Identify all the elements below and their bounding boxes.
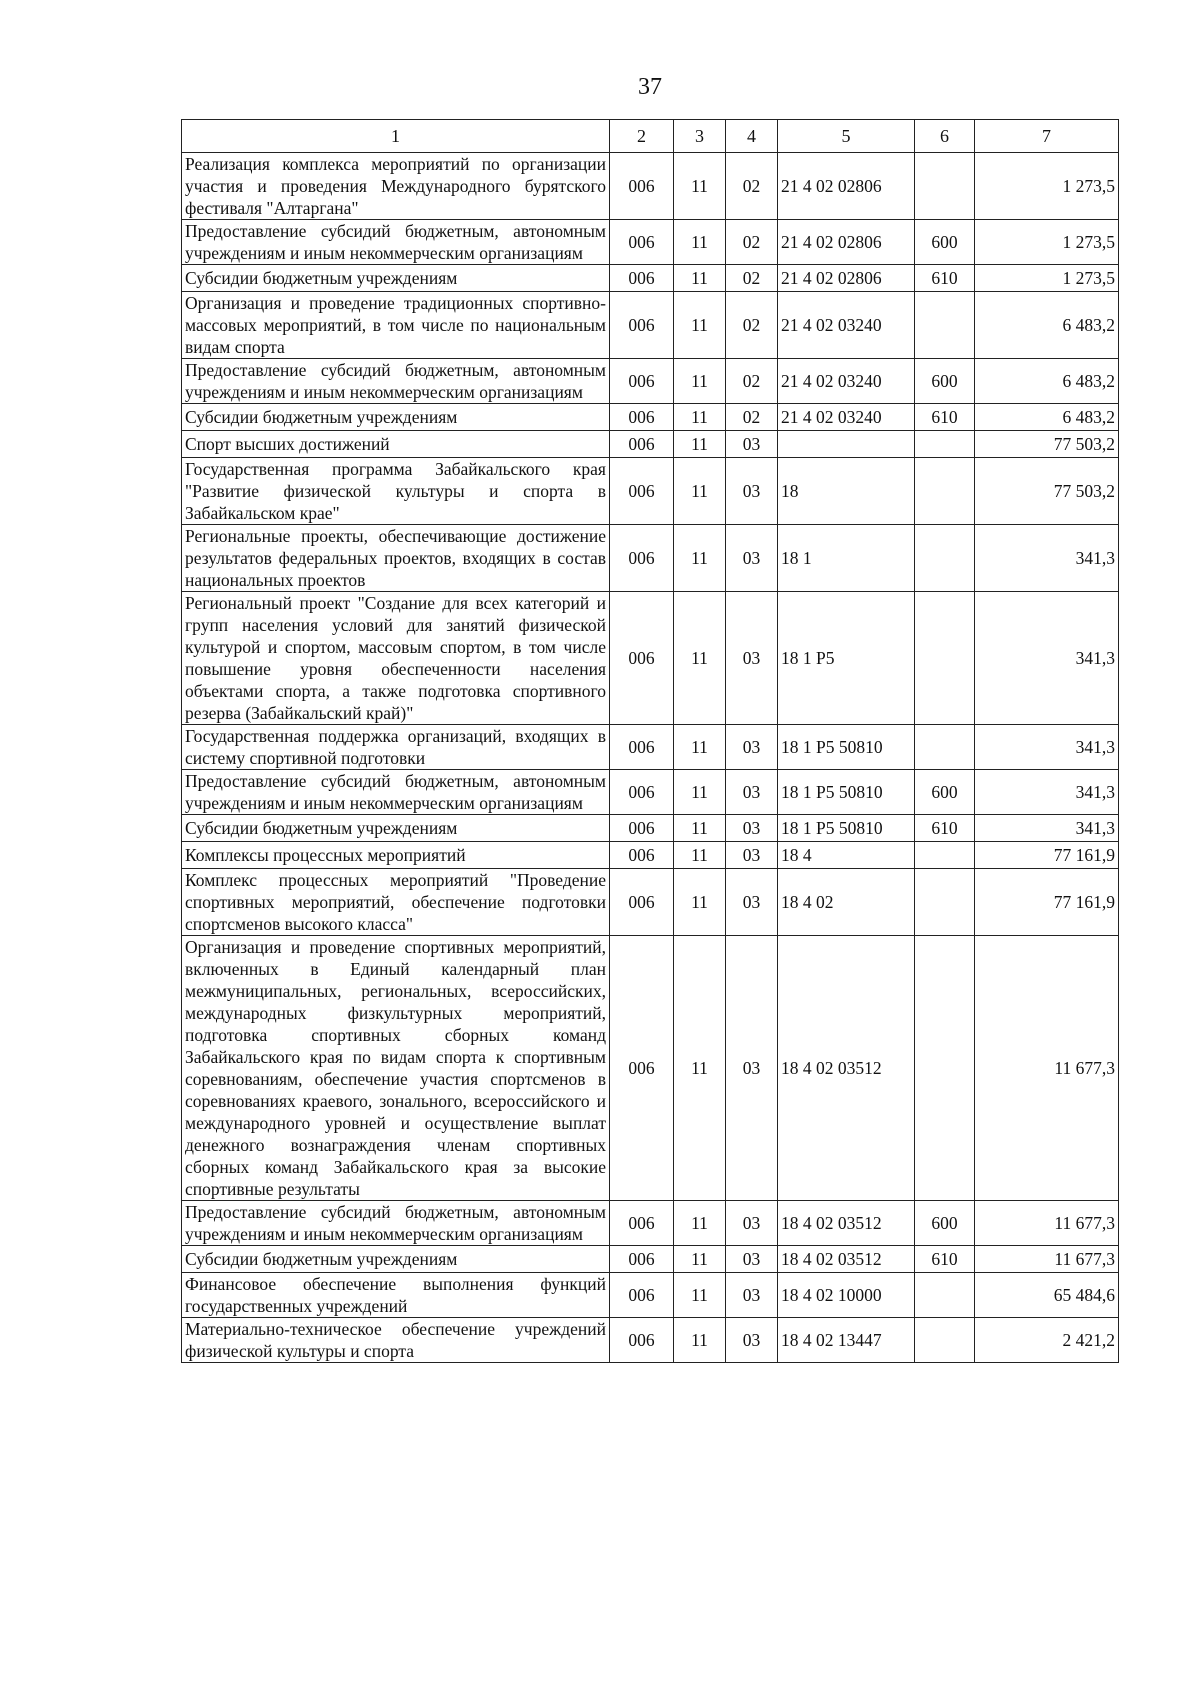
row-amount: 6 483,2 [975,292,1119,359]
table-row [182,1318,1119,1363]
row-expense-type [915,153,975,220]
row-target-code: 18 [778,458,915,525]
row-expense-type [915,869,975,936]
table-row [182,725,1119,770]
row-expense-type: 610 [915,265,975,292]
row-col-2: 006 [610,359,674,404]
row-col-2: 006 [610,265,674,292]
row-col-3: 11 [674,1318,726,1363]
row-col-2: 006 [610,404,674,431]
row-col-3: 11 [674,592,726,725]
table-row [182,815,1119,842]
row-col-2: 006 [610,525,674,592]
row-target-code: 21 4 02 02806 [778,220,915,265]
row-name: Спорт высших достижений [182,431,610,458]
table-row [182,359,1119,404]
row-col-4: 03 [726,936,778,1201]
header-col-1: 1 [182,120,610,153]
header-col-2: 2 [610,120,674,153]
row-amount: 11 677,3 [975,1246,1119,1273]
header-col-5: 5 [778,120,915,153]
row-target-code: 21 4 02 03240 [778,404,915,431]
page-number: 37 [638,74,662,100]
row-col-2: 006 [610,153,674,220]
budget-table [181,119,1119,1363]
row-col-3: 11 [674,725,726,770]
row-target-code: 18 1 [778,525,915,592]
row-name: Государственная программа Забайкальского края "Развитие физической культуры и спорта в Забайкальском крае" [182,458,610,525]
row-col-2: 006 [610,1201,674,1246]
row-name: Комплекс процессных мероприятий "Проведение спортивных мероприятий, обеспечение подготовки спортсменов высокого класса" [182,869,610,936]
row-expense-type: 600 [915,359,975,404]
table-row [182,869,1119,936]
row-expense-type [915,725,975,770]
row-col-3: 11 [674,404,726,431]
table-row [182,404,1119,431]
row-expense-type [915,842,975,869]
row-col-3: 11 [674,1273,726,1318]
row-expense-type: 610 [915,1246,975,1273]
row-col-4: 02 [726,292,778,359]
row-name: Субсидии бюджетным учреждениям [182,265,610,292]
table-row [182,1273,1119,1318]
row-col-2: 006 [610,220,674,265]
row-col-2: 006 [610,1273,674,1318]
row-amount: 1 273,5 [975,153,1119,220]
row-target-code: 18 4 02 10000 [778,1273,915,1318]
row-col-4: 03 [726,431,778,458]
row-target-code: 18 4 02 03512 [778,936,915,1201]
header-col-4: 4 [726,120,778,153]
row-expense-type [915,525,975,592]
header-col-6: 6 [915,120,975,153]
row-col-3: 11 [674,153,726,220]
row-expense-type: 600 [915,770,975,815]
table-row [182,936,1119,1201]
row-expense-type [915,1273,975,1318]
row-col-2: 006 [610,842,674,869]
row-col-3: 11 [674,869,726,936]
row-col-3: 11 [674,936,726,1201]
row-amount: 6 483,2 [975,359,1119,404]
row-col-3: 11 [674,265,726,292]
row-name: Материально-техническое обеспечение учреждений физической культуры и спорта [182,1318,610,1363]
row-name: Субсидии бюджетным учреждениям [182,1246,610,1273]
row-expense-type: 600 [915,220,975,265]
row-col-3: 11 [674,458,726,525]
row-amount: 65 484,6 [975,1273,1119,1318]
row-target-code: 18 1 P5 50810 [778,815,915,842]
row-col-3: 11 [674,815,726,842]
row-col-3: 11 [674,525,726,592]
table-row [182,153,1119,220]
row-col-4: 03 [726,869,778,936]
table-row [182,525,1119,592]
row-col-3: 11 [674,431,726,458]
row-target-code: 18 1 P5 50810 [778,770,915,815]
table-row [182,842,1119,869]
row-col-4: 03 [726,592,778,725]
row-amount: 341,3 [975,725,1119,770]
row-amount: 341,3 [975,815,1119,842]
row-expense-type: 610 [915,404,975,431]
row-name: Комплексы процессных мероприятий [182,842,610,869]
row-target-code: 18 4 02 13447 [778,1318,915,1363]
row-col-4: 02 [726,220,778,265]
row-amount: 341,3 [975,592,1119,725]
row-name: Субсидии бюджетным учреждениям [182,815,610,842]
row-col-4: 02 [726,359,778,404]
row-col-4: 03 [726,770,778,815]
table-row [182,1246,1119,1273]
row-col-4: 03 [726,1201,778,1246]
row-name: Предоставление субсидий бюджетным, автономным учреждениям и иным некоммерческим организациям [182,1201,610,1246]
row-amount: 341,3 [975,525,1119,592]
row-col-3: 11 [674,842,726,869]
row-col-2: 006 [610,1318,674,1363]
row-target-code: 21 4 02 02806 [778,153,915,220]
row-amount: 77 503,2 [975,458,1119,525]
row-col-2: 006 [610,592,674,725]
row-name: Государственная поддержка организаций, входящих в систему спортивной подготовки [182,725,610,770]
table-row [182,220,1119,265]
row-name: Организация и проведение традиционных спортивно-массовых мероприятий, в том числе по национальным видам спорта [182,292,610,359]
row-col-4: 02 [726,153,778,220]
row-col-2: 006 [610,770,674,815]
row-col-2: 006 [610,458,674,525]
row-name: Реализация комплекса мероприятий по организации участия и проведения Международного бурятского фестиваля "Алтаргана" [182,153,610,220]
row-col-3: 11 [674,359,726,404]
row-amount: 11 677,3 [975,1201,1119,1246]
row-target-code: 18 4 [778,842,915,869]
row-amount: 341,3 [975,770,1119,815]
row-col-3: 11 [674,220,726,265]
table-header [182,120,1119,153]
row-col-4: 03 [726,525,778,592]
row-name: Финансовое обеспечение выполнения функций государственных учреждений [182,1273,610,1318]
row-target-code: 21 4 02 03240 [778,292,915,359]
row-name: Предоставление субсидий бюджетным, автономным учреждениям и иным некоммерческим организациям [182,770,610,815]
row-col-4: 03 [726,842,778,869]
row-name: Предоставление субсидий бюджетным, автономным учреждениям и иным некоммерческим организациям [182,359,610,404]
row-amount: 1 273,5 [975,265,1119,292]
row-expense-type [915,431,975,458]
header-col-7: 7 [975,120,1119,153]
table-row [182,458,1119,525]
row-col-2: 006 [610,815,674,842]
row-col-2: 006 [610,431,674,458]
row-col-2: 006 [610,725,674,770]
table-row [182,1201,1119,1246]
row-col-2: 006 [610,869,674,936]
row-target-code: 21 4 02 02806 [778,265,915,292]
row-amount: 6 483,2 [975,404,1119,431]
row-target-code [778,431,915,458]
row-amount: 77 503,2 [975,431,1119,458]
row-name: Субсидии бюджетным учреждениям [182,404,610,431]
table-row [182,292,1119,359]
row-col-3: 11 [674,1201,726,1246]
row-amount: 77 161,9 [975,842,1119,869]
row-col-3: 11 [674,292,726,359]
row-col-3: 11 [674,1246,726,1273]
row-expense-type [915,1318,975,1363]
header-col-3: 3 [674,120,726,153]
row-col-4: 03 [726,815,778,842]
row-expense-type [915,592,975,725]
row-col-3: 11 [674,770,726,815]
row-expense-type: 600 [915,1201,975,1246]
row-amount: 2 421,2 [975,1318,1119,1363]
row-col-2: 006 [610,292,674,359]
row-col-2: 006 [610,936,674,1201]
row-expense-type [915,936,975,1201]
table-row [182,265,1119,292]
row-col-4: 03 [726,458,778,525]
row-target-code: 18 1 P5 [778,592,915,725]
table-row [182,431,1119,458]
table-row [182,592,1119,725]
row-col-4: 03 [726,1318,778,1363]
header-row [182,120,1119,153]
row-target-code: 18 4 02 03512 [778,1201,915,1246]
row-col-4: 03 [726,725,778,770]
row-col-4: 03 [726,1246,778,1273]
row-expense-type: 610 [915,815,975,842]
row-col-4: 03 [726,1273,778,1318]
row-col-4: 02 [726,265,778,292]
table-body [182,153,1119,1363]
row-expense-type [915,458,975,525]
row-name: Организация и проведение спортивных мероприятий, включенных в Единый календарный план межмуниципальных, региональных, всероссийских, международных физкультурных мероприятий, подготовка спортивных сборных команд Забайкальского края по видам спорта к спортивным соревнованиям, обеспечение участия спортсменов в соревнованиях краевого, зонального, всероссийского и международного уровней и осуществление выплат денежного вознаграждения членам спортивных сборных команд Забайкальского края за высокие спортивные результаты [182,936,610,1201]
table-row [182,770,1119,815]
row-name: Региональные проекты, обеспечивающие достижение результатов федеральных проектов, входящих в состав национальных проектов [182,525,610,592]
row-amount: 11 677,3 [975,936,1119,1201]
row-name: Региональный проект "Создание для всех категорий и групп населения условий для занятий физической культурой и спортом, массовым спортом, в том числе повышение уровня обеспеченности населения объектами спорта, а также подготовка спортивного резерва (Забайкальский край)" [182,592,610,725]
row-target-code: 21 4 02 03240 [778,359,915,404]
row-col-2: 006 [610,1246,674,1273]
row-amount: 77 161,9 [975,869,1119,936]
row-col-4: 02 [726,404,778,431]
row-target-code: 18 1 P5 50810 [778,725,915,770]
row-target-code: 18 4 02 03512 [778,1246,915,1273]
row-name: Предоставление субсидий бюджетным, автономным учреждениям и иным некоммерческим организациям [182,220,610,265]
row-amount: 1 273,5 [975,220,1119,265]
row-expense-type [915,292,975,359]
row-target-code: 18 4 02 [778,869,915,936]
